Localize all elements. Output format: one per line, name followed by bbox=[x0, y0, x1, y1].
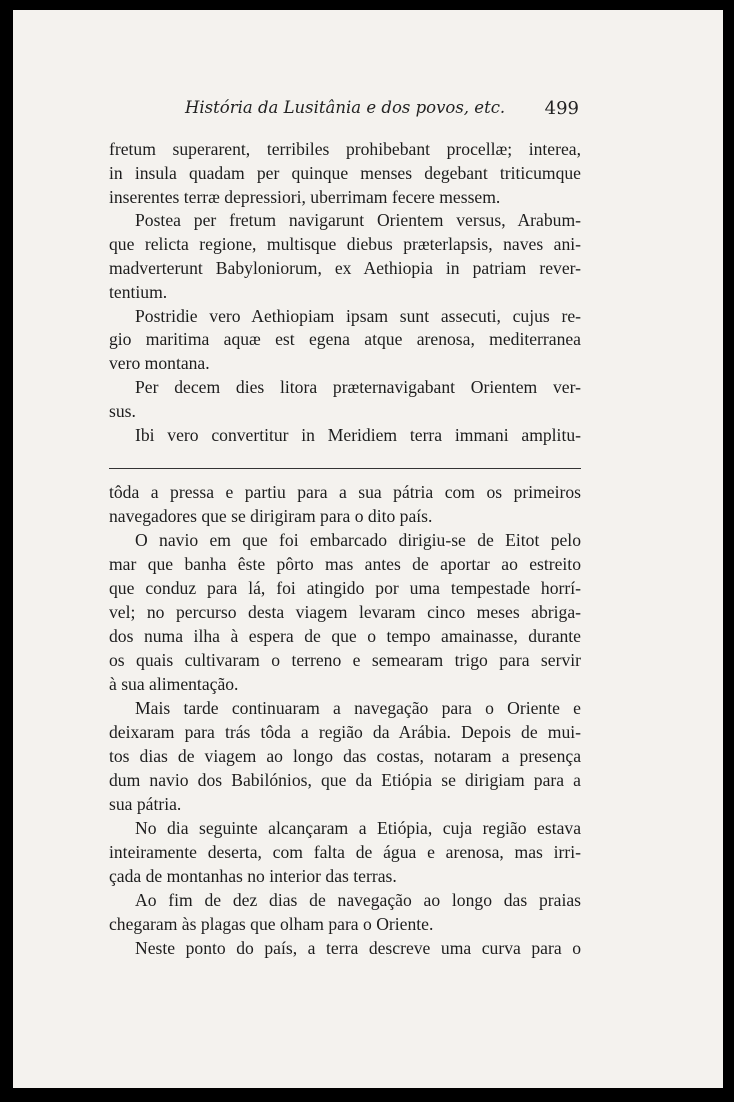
text-line: madverterunt Babyloniorum, ex Aethiopia in patriam rever- bbox=[109, 257, 581, 278]
text-line: tos dias de viagem ao longo das costas, notaram a presença bbox=[109, 746, 581, 766]
text-line: chegaram às plagas que olham para o Oriente. bbox=[109, 914, 434, 934]
text-line: que conduz para lá, foi atingido por uma tempestade horrí- bbox=[109, 578, 581, 598]
text-line: tôda a pressa e partiu para a sua pátria com os primeiros bbox=[109, 482, 581, 502]
text-line: inteiramente deserta, com falta de água e arenosa, mas irri- bbox=[109, 842, 581, 862]
text-line: deixaram para trás tôda a região da Arábia. Depois de mui- bbox=[109, 722, 581, 742]
text-line: tentium. bbox=[109, 281, 168, 302]
portuguese-text-block bbox=[109, 480, 581, 960]
text-line: vel; no percurso desta viagem levaram cinco meses abriga- bbox=[109, 602, 581, 622]
page-number: 499 bbox=[544, 98, 579, 119]
text-line: vero montana. bbox=[109, 353, 210, 374]
text-line: Per decem dies litora prӕternavigabant Orientem ver- bbox=[135, 376, 581, 397]
text-line: fretum superarent, terribiles prohibebant procellæ; interea, bbox=[109, 139, 581, 159]
latin-text-block bbox=[109, 138, 581, 447]
text-line: in insula quadam per quinque menses degebant triticumque bbox=[109, 162, 581, 183]
text-line: No dia seguinte alcançaram a Etiópia, cuja região estava bbox=[135, 818, 581, 838]
text-line: Mais tarde continuaram a navegação para o Oriente e bbox=[135, 698, 581, 718]
text-line: Neste ponto do país, a terra descreve uma curva para o bbox=[135, 938, 581, 958]
text-line: dum navio dos Babilónios, que da Etiópia se dirigiam para a bbox=[109, 770, 581, 790]
text-line: O navio em que foi embarcado dirigiu-se de Eitot pelo bbox=[135, 530, 581, 550]
separator-rule bbox=[109, 468, 581, 469]
text-line: Postridie vero Aethiopiam ipsam sunt assecuti, cujus re- bbox=[135, 305, 581, 326]
running-title: História da Lusitânia e dos povos, etc. bbox=[185, 98, 506, 117]
text-line: à sua alimentação. bbox=[109, 674, 239, 694]
running-header bbox=[109, 98, 581, 128]
text-line: navegadores que se dirigiram para o dito país. bbox=[109, 506, 433, 526]
text-line: gio maritima aquæ est egena atque arenosa, mediterranea bbox=[109, 329, 581, 350]
text-line: mar que banha êste pôrto mas antes de aportar ao estreito bbox=[109, 554, 581, 574]
book-page bbox=[13, 10, 723, 1088]
text-line: que relicta regione, multisque diebus præterlapsis, naves ani- bbox=[109, 234, 581, 255]
text-line: os quais cultivaram o terreno e semearam trigo para servir bbox=[109, 650, 581, 670]
text-line: çada de montanhas no interior das terras. bbox=[109, 866, 397, 886]
text-line: dos numa ilha à espera de que o tempo amainasse, durante bbox=[109, 626, 581, 646]
text-line: sus. bbox=[109, 400, 136, 421]
text-line: Ao fim de dez dias de navegação ao longo das praias bbox=[135, 890, 581, 910]
text-line: sua pátria. bbox=[109, 794, 182, 814]
text-line: Postea per fretum navigarunt Orientem versus, Arabum- bbox=[135, 210, 581, 231]
text-line: Ibi vero convertitur in Meridiem terra immani amplitu- bbox=[135, 424, 581, 445]
text-line: inserentes terræ depressiori, uberrimam fecere messem. bbox=[109, 186, 501, 207]
